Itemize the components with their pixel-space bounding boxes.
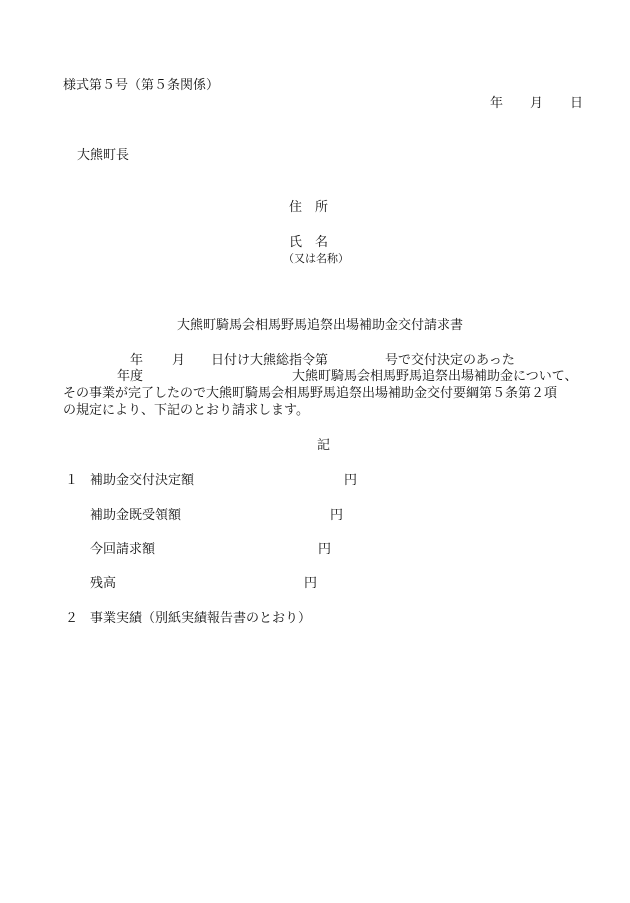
body-month: 月	[172, 353, 186, 368]
item-2-number: ２	[65, 611, 79, 626]
body-dated: 日付け大熊総指令第	[211, 353, 329, 368]
body-number-suffix: 号で交付決定のあった	[385, 353, 515, 368]
item-1-number: １	[65, 473, 79, 488]
addressee: 大熊町長	[77, 148, 130, 163]
balance-yen: 円	[304, 576, 318, 591]
performance-label: 事業実績（別紙実績報告書のとおり）	[90, 611, 312, 626]
received-amount-yen: 円	[330, 508, 344, 523]
form-number: 様式第５号（第５条関係）	[63, 78, 220, 93]
body-fiscal-year: 年度	[117, 369, 144, 384]
date-month: 月	[530, 96, 544, 111]
name-note: （又は名称）	[283, 252, 349, 265]
decided-amount-yen: 円	[344, 473, 358, 488]
address-label: 住 所	[289, 200, 329, 215]
body-subsidy: 大熊町騎馬会相馬野馬追祭出場補助金について、	[292, 369, 578, 384]
body-line-3: その事業が完了したので大熊町騎馬会相馬野馬追祭出場補助金交付要綱第５条第２項	[63, 386, 558, 401]
body-line-4: の規定により、下記のとおり請求します。	[63, 403, 309, 418]
decided-amount-label: 補助金交付決定額	[90, 473, 195, 488]
name-label: 氏 名	[289, 235, 329, 250]
balance-label: 残高	[90, 576, 117, 591]
current-claim-yen: 円	[318, 542, 332, 557]
ki-heading: 記	[317, 438, 331, 453]
document-title: 大熊町騎馬会相馬野馬追祭出場補助金交付請求書	[177, 318, 464, 333]
current-claim-label: 今回請求額	[90, 542, 156, 557]
received-amount-label: 補助金既受領額	[90, 508, 182, 523]
date-year: 年	[490, 96, 504, 111]
body-year: 年	[130, 353, 144, 368]
date-day: 日	[570, 96, 584, 111]
